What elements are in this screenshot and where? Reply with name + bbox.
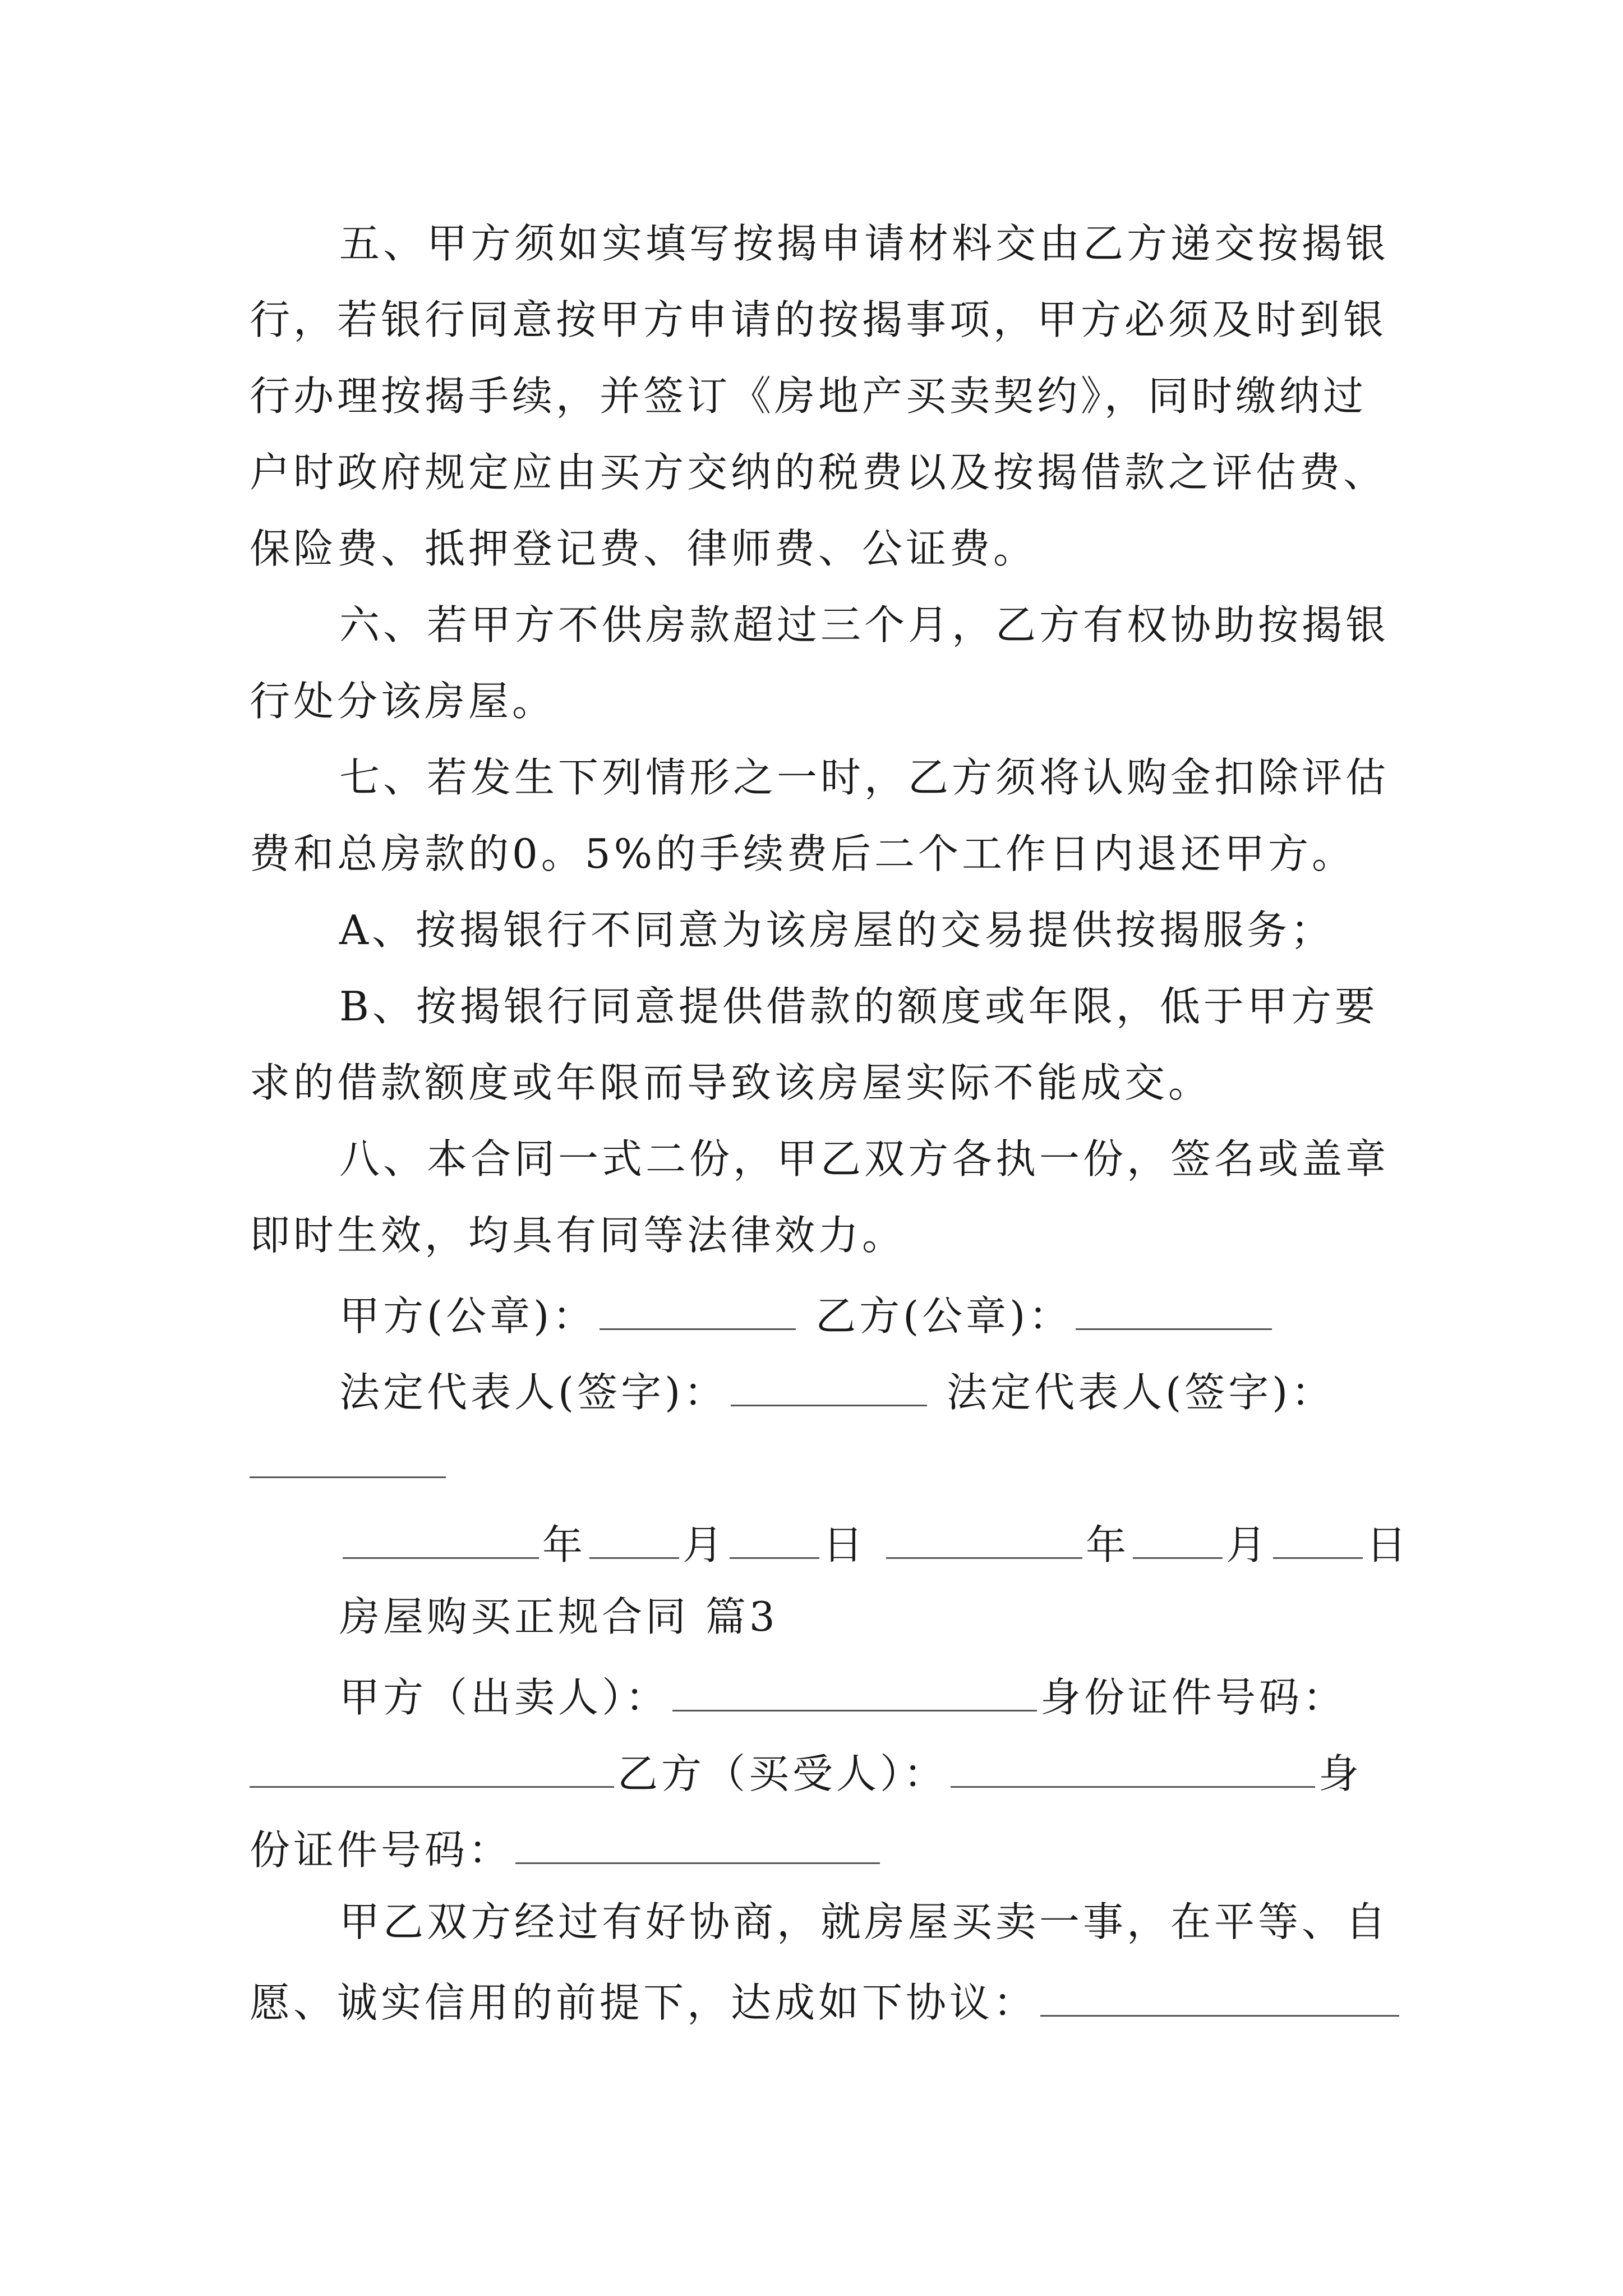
- date-a-year-label: 年: [542, 1521, 587, 1568]
- seller-line: [339, 1673, 1347, 1721]
- legal-rep-b-label: 法定代表人(签字)：: [947, 1369, 1335, 1416]
- clause-5-line-3: 行办理按揭手续，并签订《房地产买卖契约》，同时缴纳过: [250, 372, 1367, 420]
- clause-5-line-5: 保险费、抵押登记费、律师费、公证费。: [250, 525, 1038, 572]
- buyer-id-label-part2: 份证件号码：: [250, 1826, 513, 1874]
- party-b-seal-blank[interactable]: [1076, 1291, 1272, 1330]
- seller-id-label: 身份证件号码：: [1040, 1674, 1347, 1721]
- section-3-heading: 房屋购买正规合同 篇3: [339, 1593, 778, 1640]
- date-a-year-blank[interactable]: [343, 1520, 539, 1559]
- buyer-blank[interactable]: [951, 1749, 1315, 1788]
- clause-7b-line-2: 求的借款额度或年限而导致该房屋实际不能成交。: [250, 1059, 1212, 1106]
- party-a-seal-blank[interactable]: [600, 1291, 796, 1330]
- date-a-month-label: 月: [683, 1521, 727, 1568]
- buyer-label: 乙方（买受人）：: [617, 1750, 948, 1797]
- date-b-month-blank[interactable]: [1133, 1520, 1223, 1559]
- intro-line-2-text: 愿、诚实信用的前提下，达成如下协议：: [250, 1979, 1038, 2026]
- date-b-month-label: 月: [1225, 1521, 1270, 1568]
- date-a-day-blank[interactable]: [730, 1520, 819, 1559]
- legal-rep-b-blank[interactable]: [250, 1476, 446, 1478]
- buyer-id-label-part1: 身: [1318, 1750, 1363, 1797]
- date-b-day-blank[interactable]: [1273, 1520, 1363, 1559]
- clause-7b-line-1: B、按揭银行同意提供借款的额度或年限，低于甲方要: [339, 983, 1378, 1030]
- buyer-line: [250, 1749, 1363, 1797]
- clause-6-line-1: 六、若甲方不供房款超过三个月，乙方有权协助按揭银: [339, 601, 1390, 648]
- agreement-blank[interactable]: [1040, 1978, 1399, 2017]
- legal-rep-a-label: 法定代表人(签字)：: [339, 1369, 728, 1416]
- legal-rep-a-blank[interactable]: [731, 1368, 927, 1406]
- seller-id-blank[interactable]: [250, 1749, 614, 1788]
- party-b-seal-label: 乙方(公章)：: [815, 1292, 1073, 1340]
- date-line: [339, 1520, 1410, 1568]
- buyer-id-line: [250, 1825, 883, 1874]
- date-b-day-label: 日: [1366, 1521, 1410, 1568]
- intro-line-2: [250, 1978, 1403, 2026]
- date-b-year-label: 年: [1085, 1521, 1129, 1568]
- seal-line: [339, 1291, 1275, 1340]
- date-a-month-blank[interactable]: [589, 1520, 679, 1559]
- clause-7a: A、按揭银行不同意为该房屋的交易提供按揭服务；: [339, 907, 1334, 954]
- seller-label: 甲方（出卖人）：: [339, 1674, 670, 1721]
- clause-8-line-1: 八、本合同一式二份，甲乙双方各执一份，签名或盖章: [339, 1135, 1390, 1182]
- clause-7-line-1: 七、若发生下列情形之一时，乙方须将认购金扣除评估: [339, 754, 1390, 801]
- clause-5-line-1: 五、甲方须如实填写按揭申请材料交由乙方递交按揭银: [339, 220, 1390, 267]
- party-a-seal-label: 甲方(公章)：: [339, 1292, 597, 1340]
- clause-7-line-2: 费和总房款的0。5%的手续费后二个工作日内退还甲方。: [250, 830, 1356, 877]
- buyer-id-blank[interactable]: [515, 1825, 880, 1864]
- seller-blank[interactable]: [672, 1673, 1037, 1711]
- clause-6-line-2: 行处分该房屋。: [250, 678, 556, 725]
- intro-line-1: 甲乙双方经过有好协商，就房屋买卖一事，在平等、自: [339, 1898, 1390, 1945]
- clause-5-line-2: 行，若银行同意按甲方申请的按揭事项，甲方必须及时到银: [250, 296, 1387, 343]
- clause-8-line-2: 即时生效，均具有同等法律效力。: [250, 1212, 906, 1259]
- legal-rep-line: [339, 1368, 1335, 1416]
- date-a-day-label: 日: [823, 1521, 867, 1568]
- clause-5-line-4: 户时政府规定应由买方交纳的税费以及按揭借款之评估费、: [250, 449, 1387, 496]
- date-b-year-blank[interactable]: [886, 1520, 1082, 1559]
